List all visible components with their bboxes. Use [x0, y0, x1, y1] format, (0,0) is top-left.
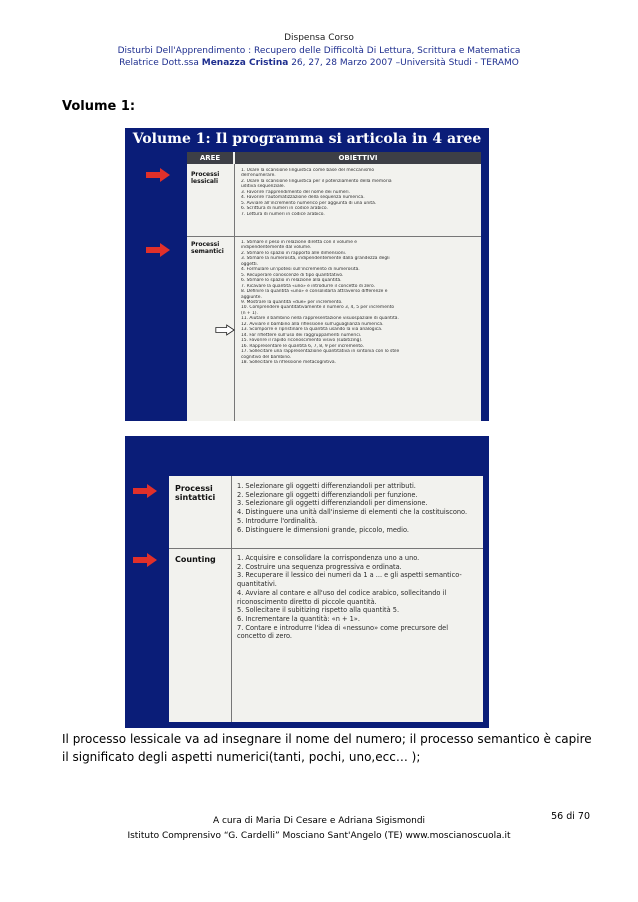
objective-item: 1. Stimare il peso in relazione diretta con il volume e [241, 240, 358, 245]
objective-item: 7. Ricavare la quantità «uno» e introdurre il concetto di zero. [241, 283, 375, 289]
objective-item: 4. Distinguere una unità dall'insieme di elementi che la costituiscono. [237, 508, 468, 517]
objective-item: oggetti. [241, 261, 259, 267]
column-header-areas: AREE [187, 152, 233, 164]
slide-1-title: Volume 1: Il programma si articola in 4 aree [132, 131, 482, 147]
objective-item: concetto di zero. [237, 632, 293, 641]
column-divider [231, 476, 232, 722]
header-speaker-name: Menazza Cristina [201, 58, 289, 68]
area-semantici [191, 241, 224, 255]
section-title: Volume 1: [62, 99, 136, 114]
objective-item: 4. Formulare un'ipotesi sull'incremento di numerosità. [241, 267, 360, 273]
objective-item: 6. Incrementare la quantità: «n + 1». [237, 614, 360, 623]
slide-1-image [125, 128, 489, 421]
objective-item: 7. Lettura di numeri in codice arabico. [241, 211, 325, 217]
footer-authors: A cura di Maria Di Cesare e Adriana Sigismondi [212, 816, 426, 826]
objective-item: uditiva sequenziale. [241, 184, 285, 190]
slide-2-image [125, 436, 489, 728]
objective-item: indipendentemente dal volume. [241, 245, 312, 251]
objective-item: 9. Mostrare la quantità «due» per incremento. [241, 299, 343, 305]
outline-arrow-icon [215, 324, 235, 336]
objective-item: 2. Costruire una sequenza progressiva e ordinata. [237, 562, 402, 571]
header-speaker-line [0, 58, 638, 69]
objective-item: 3. Selezionare gli oggetti differenziandoli per dimensione. [237, 499, 428, 508]
area-name-line: sintattici [175, 493, 216, 502]
objective-item: 6. Scrittura di numeri in codice arabico. [241, 206, 328, 212]
objective-item: 3. Favorire l'apprendimento del nome dei numeri. [241, 189, 350, 195]
objective-item: 2. Stimare lo spazio in rapporto alle dimensioni. [241, 250, 347, 256]
objective-item: 5. Avviare all'incremento numerico per aggiunta di una unità. [241, 200, 377, 206]
objective-item: cognitivo del bambino. [241, 354, 292, 360]
objectives-table-continued [169, 476, 483, 722]
objective-item: 8. Definire la quantità «uno» e consolidarla attraverso differenze e [241, 289, 388, 295]
caption-line: il significato degli aspetti numerici(tanti, pochi, uno,ecc… ); [62, 750, 421, 764]
objective-item: 5. Introdurre l'ordinalità. [237, 516, 318, 525]
objective-item: 5. Recuperare conoscenze di tipo quantitativo. [241, 272, 344, 278]
objective-item: aggiunte. [241, 294, 262, 300]
column-divider [234, 164, 235, 421]
area-name-line: Processi [191, 171, 220, 178]
objectives-list-semantici [241, 240, 479, 365]
area-counting [175, 555, 216, 564]
area-name-line: lessicali [191, 178, 219, 185]
red-arrow-icon [146, 243, 170, 257]
objective-item: 2. Selezionare gli oggetti differenziandoli per funzione. [237, 490, 418, 499]
objective-item: 18. Sollecitare la riflessione metacognitiva. [241, 359, 336, 365]
objective-item: 17. Sollecitare una rappresentazione quantitativa in sintonia con lo stile [241, 349, 400, 355]
objective-item: 1. Usare la scansione linguistica come base del meccanismo [241, 168, 375, 173]
row-divider [169, 548, 483, 549]
objective-item: 5. Sollecitare il subitizing rispetto alla quantità 5. [237, 606, 400, 615]
area-name-line: Processi [175, 484, 213, 493]
red-arrow-icon [133, 484, 157, 498]
header-course-title: Disturbi Dell'Apprendimento : Recupero delle Difficoltà Di Lettura, Scrittura e Matematica [117, 46, 521, 56]
objective-item: 14. Far riflettere sull'uso dei raggruppamenti numerici. [241, 332, 362, 338]
objectives-list-counting [237, 554, 481, 641]
column-header-objectives: OBIETTIVI [235, 152, 481, 164]
area-name-line: Processi [191, 241, 220, 248]
objective-item: 7. Contare e introdurre l'idea di «nessuno» come precursore del [237, 623, 449, 632]
objective-item: 11. Aiutare il bambino nella rappresentazione visuospaziale di quantità. [241, 316, 399, 322]
area-sintattici [175, 484, 215, 502]
objectives-list-sintattici [237, 482, 481, 534]
objective-item: 3. Recuperare il lessico dei numeri da 1 a ... e gli aspetti semantico- [237, 571, 462, 580]
objective-item: 13. Scomporre e ripristinare la quantità usando la via analogica. [241, 327, 383, 333]
red-arrow-icon [146, 168, 170, 182]
header-line-1: Dispensa Corso [284, 33, 354, 43]
area-lessicali [191, 171, 219, 185]
page-number: 56 di 70 [551, 811, 590, 822]
footer-institute: Istituto Comprensivo “G. Cardelli” Mosciano Sant'Angelo (TE) www.moscianoscuola.it [127, 831, 511, 841]
objective-item: dell'enumerare. [241, 173, 276, 179]
objective-item: 2. Usare la scansione linguistica per il potenziamento della memoria [241, 178, 392, 184]
objective-item: 3. Stimare la numerosità, indipendentemente dalla grandezza degli [241, 256, 390, 262]
objective-item: quantitativi. [237, 580, 277, 589]
objective-item: 6. Distinguere le dimensioni grande, piccolo, medio. [237, 525, 409, 534]
header-speaker-prefix: Relatrice Dott.ssa [119, 58, 202, 68]
objective-item: riconoscimento diretto di piccole quantità. [237, 597, 377, 606]
objective-item: 10. Comprendere quantitativamente il numero 3, 4, 5 per incremento [241, 305, 395, 311]
objective-item: 6. Stimare lo spazio in relazione alla quantità. [241, 278, 342, 284]
red-arrow-icon [133, 553, 157, 567]
objective-item: 4. Avviare al contare e all'uso del codice arabico, sollecitando il [237, 588, 447, 597]
objective-item: 1. Selezionare gli oggetti differenziandoli per attributi. [237, 482, 416, 490]
header-speaker-suffix: 26, 27, 28 Marzo 2007 –Università Studi - TERAMO [288, 58, 519, 68]
objective-item: 1. Acquisire e consolidare la corrispondenza uno a uno. [237, 554, 420, 562]
objective-item: 12. Avviare il bambino alla riflessione sull'uguaglianza numerica. [241, 321, 384, 327]
caption-line: Il processo lessicale va ad insegnare il nome del numero; il processo semantico è capire [62, 732, 592, 746]
objectives-list-lessicali [241, 168, 479, 217]
area-name-line: semantici [191, 248, 224, 255]
objective-item: 16. Rappresentare le quantità 6, 7, 8, 9 per incremento. [241, 343, 365, 349]
caption-paragraph [62, 730, 592, 766]
objectives-table [187, 152, 481, 421]
row-divider [187, 236, 481, 237]
objective-item: (n + 1). [241, 310, 258, 316]
objective-item: 15. Favorire il rapido riconoscimento visivo (subitizing). [241, 338, 363, 344]
objective-item: 4. Favorire l'automatizzazione della sequenza numerica. [241, 195, 365, 201]
area-name-line: Counting [175, 555, 216, 564]
